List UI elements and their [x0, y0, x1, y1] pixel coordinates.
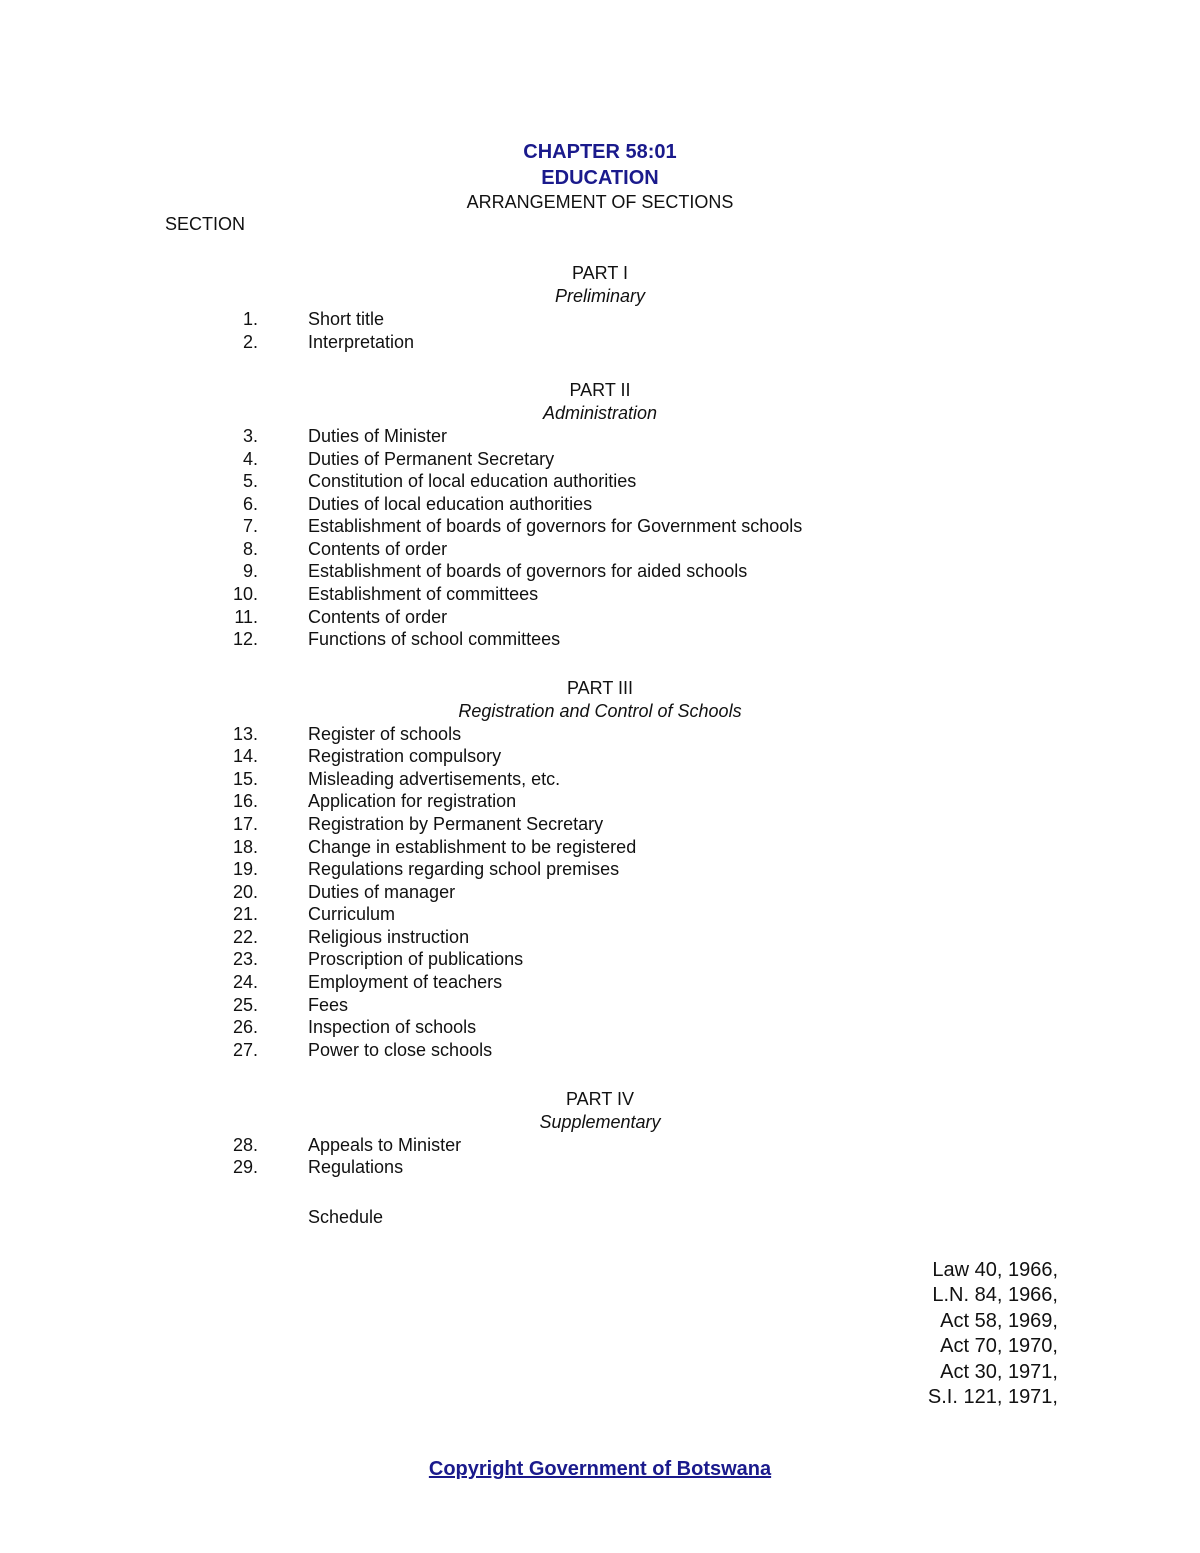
part-title: PART III — [566, 678, 634, 698]
section-entry — [0, 949, 1200, 972]
section-number: 9. — [242, 561, 258, 581]
section-title: Employment of teachers — [308, 972, 503, 992]
section-title: Interpretation — [308, 332, 415, 352]
section-number: 16. — [232, 791, 258, 811]
section-title: Establishment of committees — [308, 584, 539, 604]
section-title: Religious instruction — [308, 927, 470, 947]
history-entry: Act 58, 1969, — [940, 1309, 1058, 1332]
section-entry — [0, 927, 1200, 950]
section-title: Proscription of publications — [308, 949, 524, 969]
section-entry — [0, 629, 1200, 652]
section-entry — [0, 995, 1200, 1018]
section-entry — [0, 449, 1200, 472]
section-title: Contents of order — [308, 607, 448, 627]
section-number: 22. — [232, 927, 258, 947]
section-number: 7. — [242, 516, 258, 536]
section-title: Change in establishment to be registered — [308, 837, 637, 857]
section-entry — [0, 1017, 1200, 1040]
section-entry — [0, 1040, 1200, 1063]
section-number: 2. — [242, 332, 258, 352]
section-number: 8. — [242, 539, 258, 559]
section-number: 1. — [242, 309, 258, 329]
section-title: Power to close schools — [308, 1040, 493, 1060]
section-number: 23. — [232, 949, 258, 969]
section-title: Registration compulsory — [308, 746, 502, 766]
section-title: Duties of manager — [308, 882, 456, 902]
part-title: PART II — [569, 380, 631, 400]
section-entry — [0, 791, 1200, 814]
section-entry — [0, 769, 1200, 792]
section-entry — [0, 814, 1200, 837]
section-number: 26. — [232, 1017, 258, 1037]
history-entry: Law 40, 1966, — [932, 1259, 1058, 1281]
section-number: 29. — [232, 1157, 258, 1177]
section-title: Fees — [308, 995, 349, 1015]
section-title: Curriculum — [308, 904, 396, 924]
section-number: 3. — [242, 426, 258, 446]
section-title: Appeals to Minister — [308, 1135, 462, 1155]
part-title: PART IV — [565, 1089, 635, 1109]
section-title: Constitution of local education authorities — [308, 471, 637, 491]
section-column-label: SECTION — [165, 214, 246, 234]
legislative-history — [928, 1258, 1058, 1410]
section-entry — [0, 516, 1200, 539]
chapter-heading: CHAPTER 58:01 — [523, 141, 677, 163]
section-number: 27. — [232, 1040, 258, 1060]
section-title: Duties of Minister — [308, 426, 448, 446]
section-number: 4. — [242, 449, 258, 469]
section-entry — [0, 1135, 1200, 1158]
section-title: Misleading advertisements, etc. — [308, 769, 561, 789]
history-entry: S.I. 121, 1971, — [927, 1386, 1058, 1409]
section-title: Establishment of boards of governors for aided schools — [308, 561, 748, 581]
part-subtitle: Administration — [542, 403, 658, 423]
schedule-label: Schedule — [308, 1207, 384, 1227]
part-subtitle: Preliminary — [554, 286, 646, 306]
section-title: Functions of school committees — [308, 629, 561, 649]
part-subtitle: Supplementary — [539, 1112, 661, 1132]
section-number: 25. — [232, 995, 258, 1015]
section-entry — [0, 607, 1200, 630]
section-entry — [0, 332, 1200, 355]
section-title: Regulations — [308, 1157, 404, 1177]
section-number: 6. — [242, 494, 258, 514]
section-entry — [0, 426, 1200, 449]
section-number: 12. — [232, 629, 258, 649]
section-entry — [0, 972, 1200, 995]
section-entry — [0, 859, 1200, 882]
section-number: 5. — [242, 471, 258, 491]
section-number: 10. — [232, 584, 258, 604]
copyright-link[interactable]: Copyright Government of Botswana — [428, 1458, 772, 1480]
section-title: Establishment of boards of governors for Government schools — [308, 516, 803, 536]
section-entry — [0, 471, 1200, 494]
section-entry — [0, 904, 1200, 927]
section-title: Short title — [308, 309, 385, 329]
section-number: 15. — [232, 769, 258, 789]
section-number: 17. — [232, 814, 258, 834]
section-number: 28. — [232, 1135, 258, 1155]
section-title: Registration by Permanent Secretary — [308, 814, 604, 834]
history-entry: Act 70, 1970, — [940, 1335, 1058, 1358]
section-number: 11. — [234, 607, 258, 627]
part-title: PART I — [571, 263, 629, 283]
section-entry — [0, 309, 1200, 332]
section-number: 13. — [232, 724, 258, 744]
section-number: 24. — [232, 972, 258, 992]
section-title: Application for registration — [308, 791, 517, 811]
section-title: Contents of order — [308, 539, 448, 559]
section-number: 20. — [232, 882, 258, 902]
section-number: 21. — [232, 904, 258, 924]
section-title: Duties of local education authorities — [308, 494, 593, 514]
section-entry — [0, 584, 1200, 607]
arrangement-heading: ARRANGEMENT OF SECTIONS — [466, 192, 734, 212]
section-title: Inspection of schools — [308, 1017, 477, 1037]
section-number: 19. — [232, 859, 258, 879]
section-title: Duties of Permanent Secretary — [308, 449, 555, 469]
section-number: 14. — [232, 746, 258, 766]
section-entry — [0, 724, 1200, 747]
history-entry: L.N. 84, 1966, — [932, 1284, 1058, 1307]
part-subtitle: Registration and Control of Schools — [458, 701, 742, 721]
section-number: 18. — [232, 837, 258, 857]
subject-heading: EDUCATION — [541, 167, 659, 189]
section-entry — [0, 837, 1200, 860]
section-title: Regulations regarding school premises — [308, 859, 620, 879]
section-entry — [0, 539, 1200, 562]
history-entry: Act 30, 1971, — [940, 1360, 1058, 1383]
section-title: Register of schools — [308, 724, 462, 744]
section-entry — [0, 1157, 1200, 1180]
section-entry — [0, 882, 1200, 905]
section-entry — [0, 561, 1200, 584]
section-entry — [0, 494, 1200, 517]
section-entry — [0, 746, 1200, 769]
